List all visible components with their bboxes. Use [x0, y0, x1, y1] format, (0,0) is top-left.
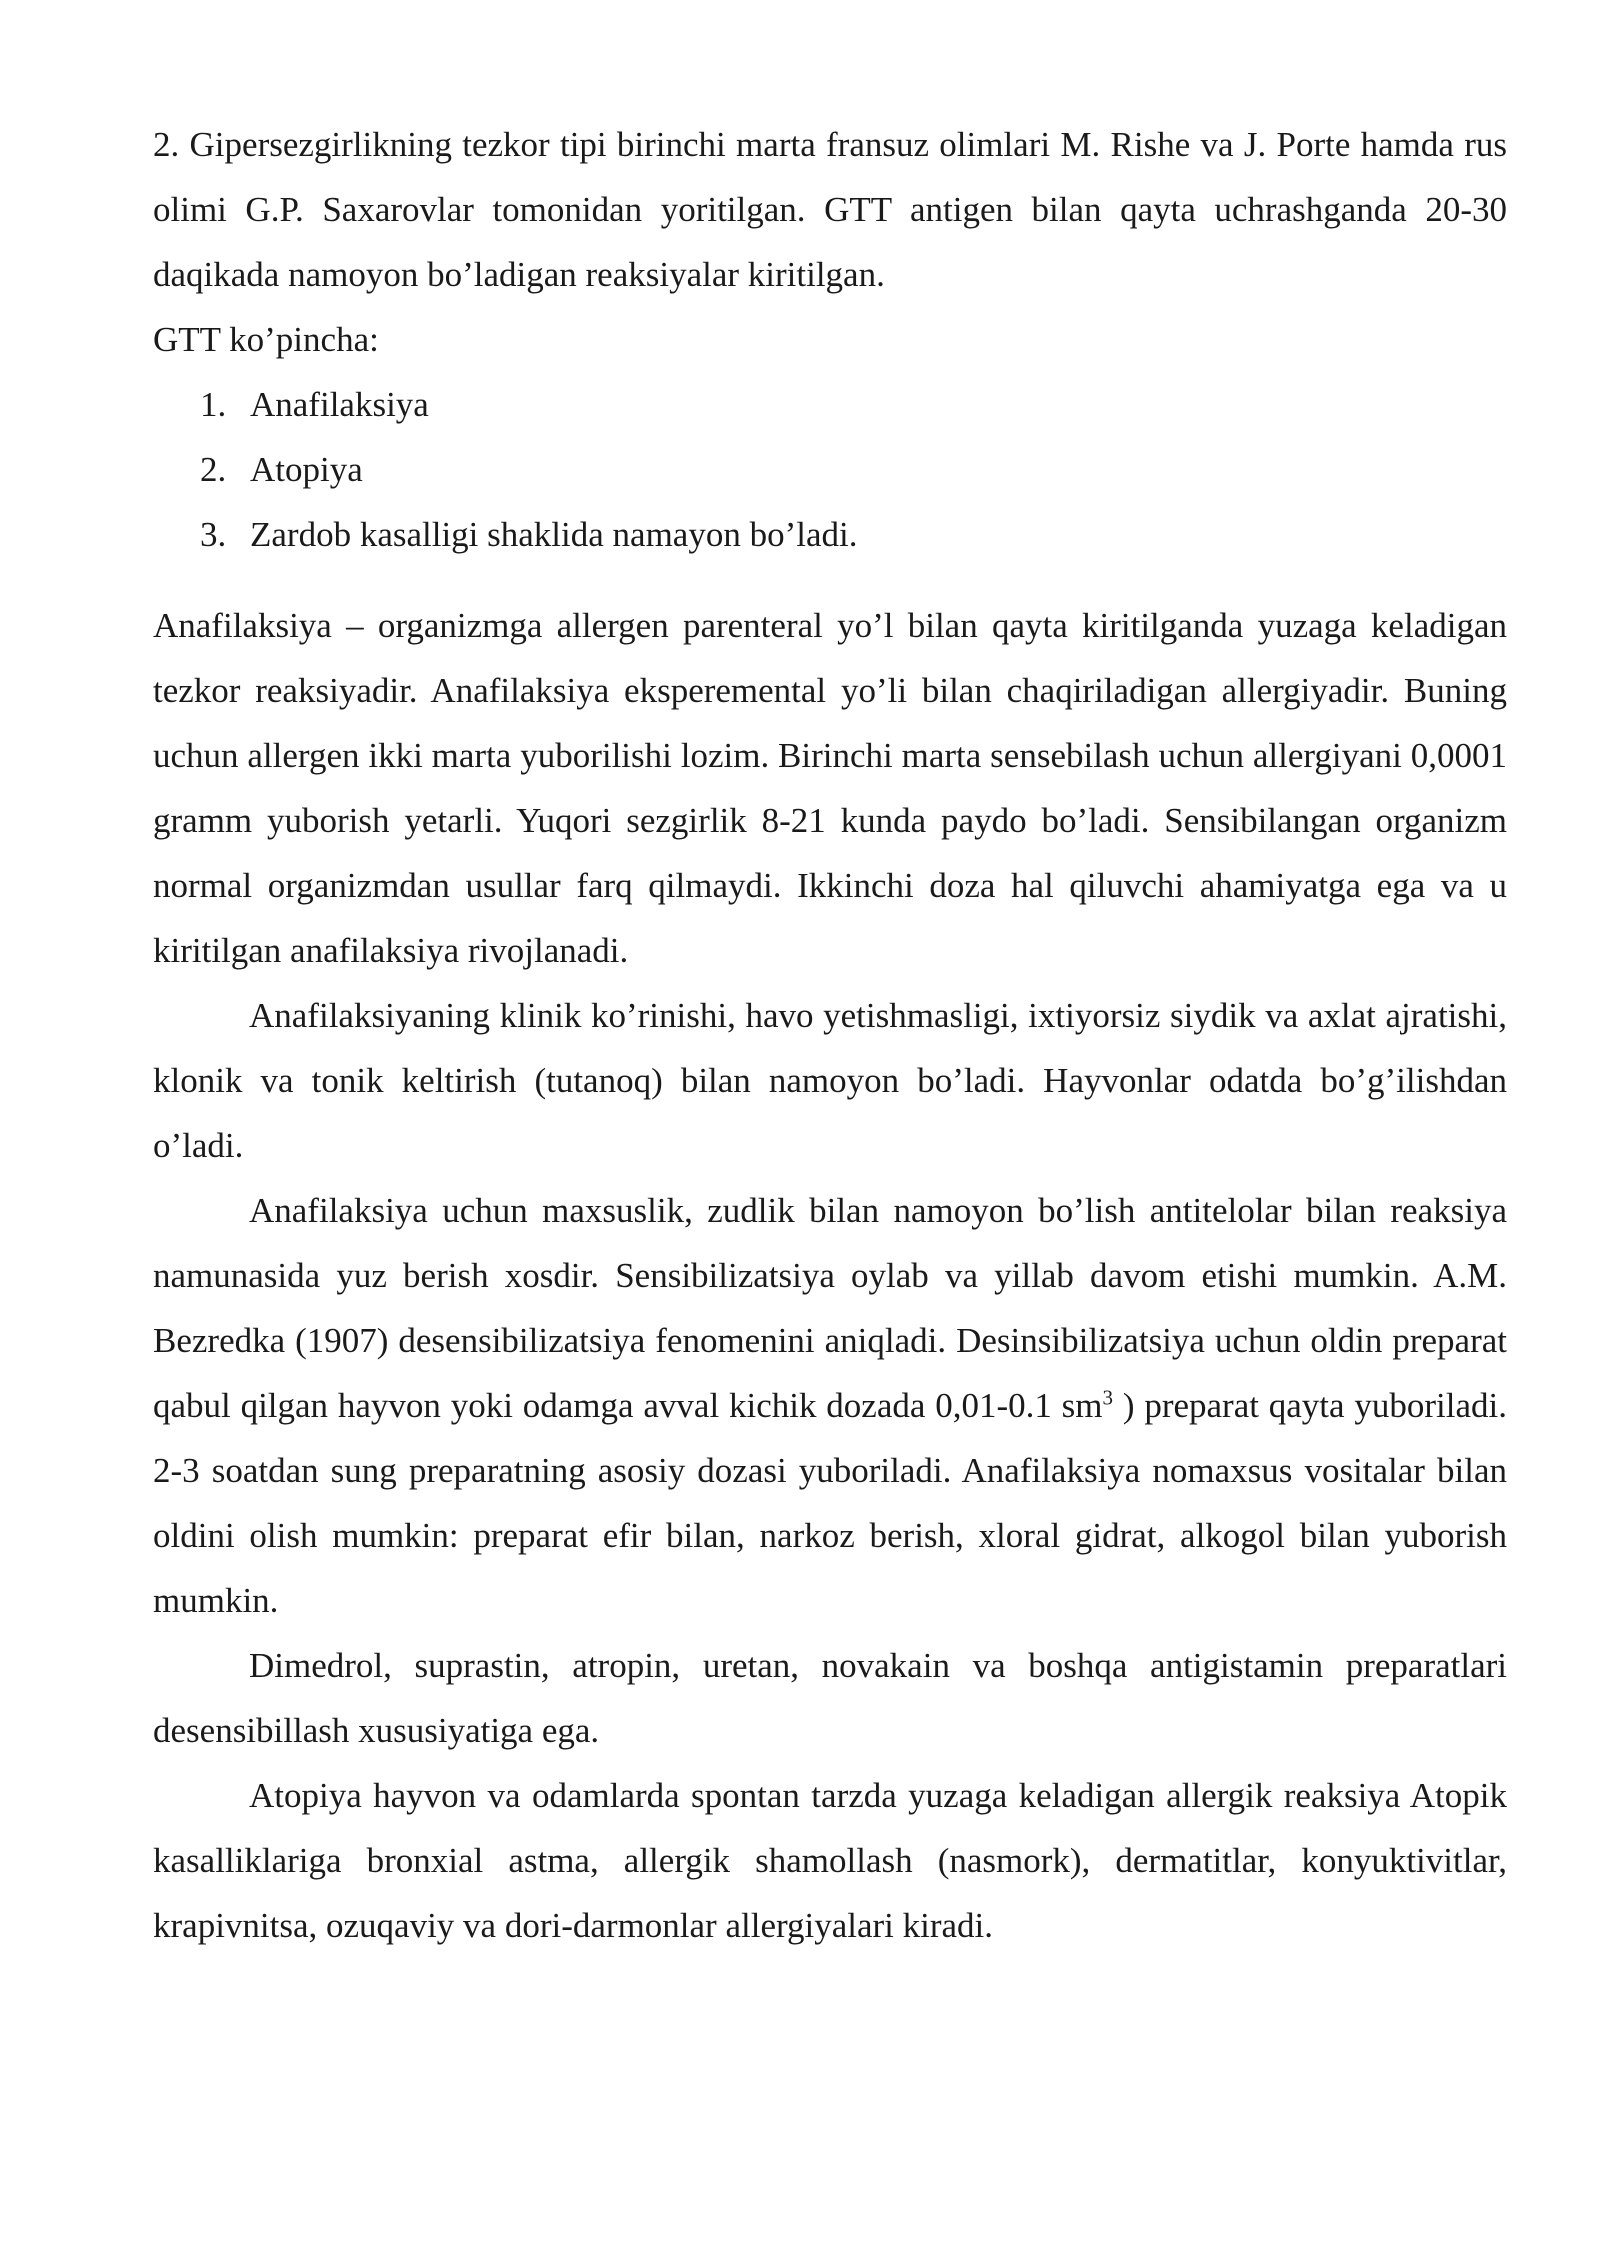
gtt-types-list [153, 372, 1507, 567]
paragraph-atopiya: Atopiya hayvon va odamlarda spontan tarzda yuzaga keladigan allergik reaksiya Atopik kasalliklariga bronxial astma, allergik shamollash (nasmork), dermatitlar, konyuktivitlar, krapivnitsa, ozuqaviy va dori-darmonlar allergiyalari kiradi. [153, 1776, 1507, 1945]
list-item [153, 437, 1507, 502]
list-item-text: Zardob kasalligi shaklida namayon bo’ladi. [250, 515, 858, 554]
list-item [153, 502, 1507, 567]
list-heading: GTT ko’pincha: [153, 320, 379, 359]
list-item-number: 1. [200, 385, 227, 424]
paragraph-desensitization [153, 1178, 1507, 1633]
paragraph-antihistamine: Dimedrol, suprastin, atropin, uretan, novakain va boshqa antigistamin preparatlari desensibillash xususiyatiga ega. [153, 1646, 1507, 1750]
paragraph-intro: 2. Gipersezgirlikning tezkor tipi birinchi marta fransuz olimlari M. Rishe va J. Porte hamda rus olimi G.P. Saxarovlar tomonidan yoritilgan. GTT antigen bilan qayta uchrashganda 20-30 daqikada namoyon bo’ladigan reaksiyalar kiritilgan. [153, 125, 1507, 294]
paragraph-text: Anafilaksiya uchun maxsuslik, zudlik bilan namoyon bo’lish antitelolar bilan reaksiya namunasida yuz berish xosdir. Sensibilizatsiya oylab va yillab davom etishi mumkin. A.M. Bezredka (1907) desensibilizatsiya fenomenini aniqladi. Desinsibilizatsiya uchun oldin preparat qabul qilgan hayvon yoki odamga avval kichik dozada 0,01-0.1 sm [153, 1191, 1507, 1425]
paragraph-anafilaksiya: Anafilaksiya – organizmga allergen parenteral yo’l bilan qayta kiritilganda yuzaga keladigan tezkor reaksiyadir. Anafilaksiya eksperemental yo’li bilan chaqiriladigan allergiyadir. Buning uchun allergen ikki marta yuborilishi lozim. Birinchi marta sensebilash uchun allergiyani 0,0001 gramm yuborish yetarli. Yuqori sezgirlik 8-21 kunda paydo bo’ladi. Sensibilangan organizm normal organizmdan usullar farq qilmaydi. Ikkinchi doza hal qiluvchi ahamiyatga ega va u kiritilgan anafilaksiya rivojlanadi. [153, 606, 1507, 970]
list-item [153, 372, 1507, 437]
superscript: 3 [1102, 1385, 1114, 1410]
list-item-number: 3. [200, 515, 227, 554]
document-page [153, 112, 1507, 1958]
paragraph-clinical: Anafilaksiyaning klinik ko’rinishi, havo yetishmasligi, ixtiyorsiz siydik va axlat ajratishi, klonik va tonik keltirish (tutanoq) bilan namoyon bo’ladi. Hayvonlar odatda bo’g’ilishdan o’ladi. [153, 996, 1507, 1165]
paragraph-text: ) preparat qayta yuboriladi. 2-3 soatdan sung preparatning asosiy dozasi yuboriladi. Anafilaksiya nomaxsus vositalar bilan oldini olish mumkin: preparat efir bilan, narkoz berish, xloral gidrat, alkogol bilan yuborish mumkin. [153, 1386, 1507, 1620]
list-item-text: Atopiya [250, 450, 363, 489]
list-item-number: 2. [200, 450, 227, 489]
list-item-text: Anafilaksiya [250, 385, 429, 424]
